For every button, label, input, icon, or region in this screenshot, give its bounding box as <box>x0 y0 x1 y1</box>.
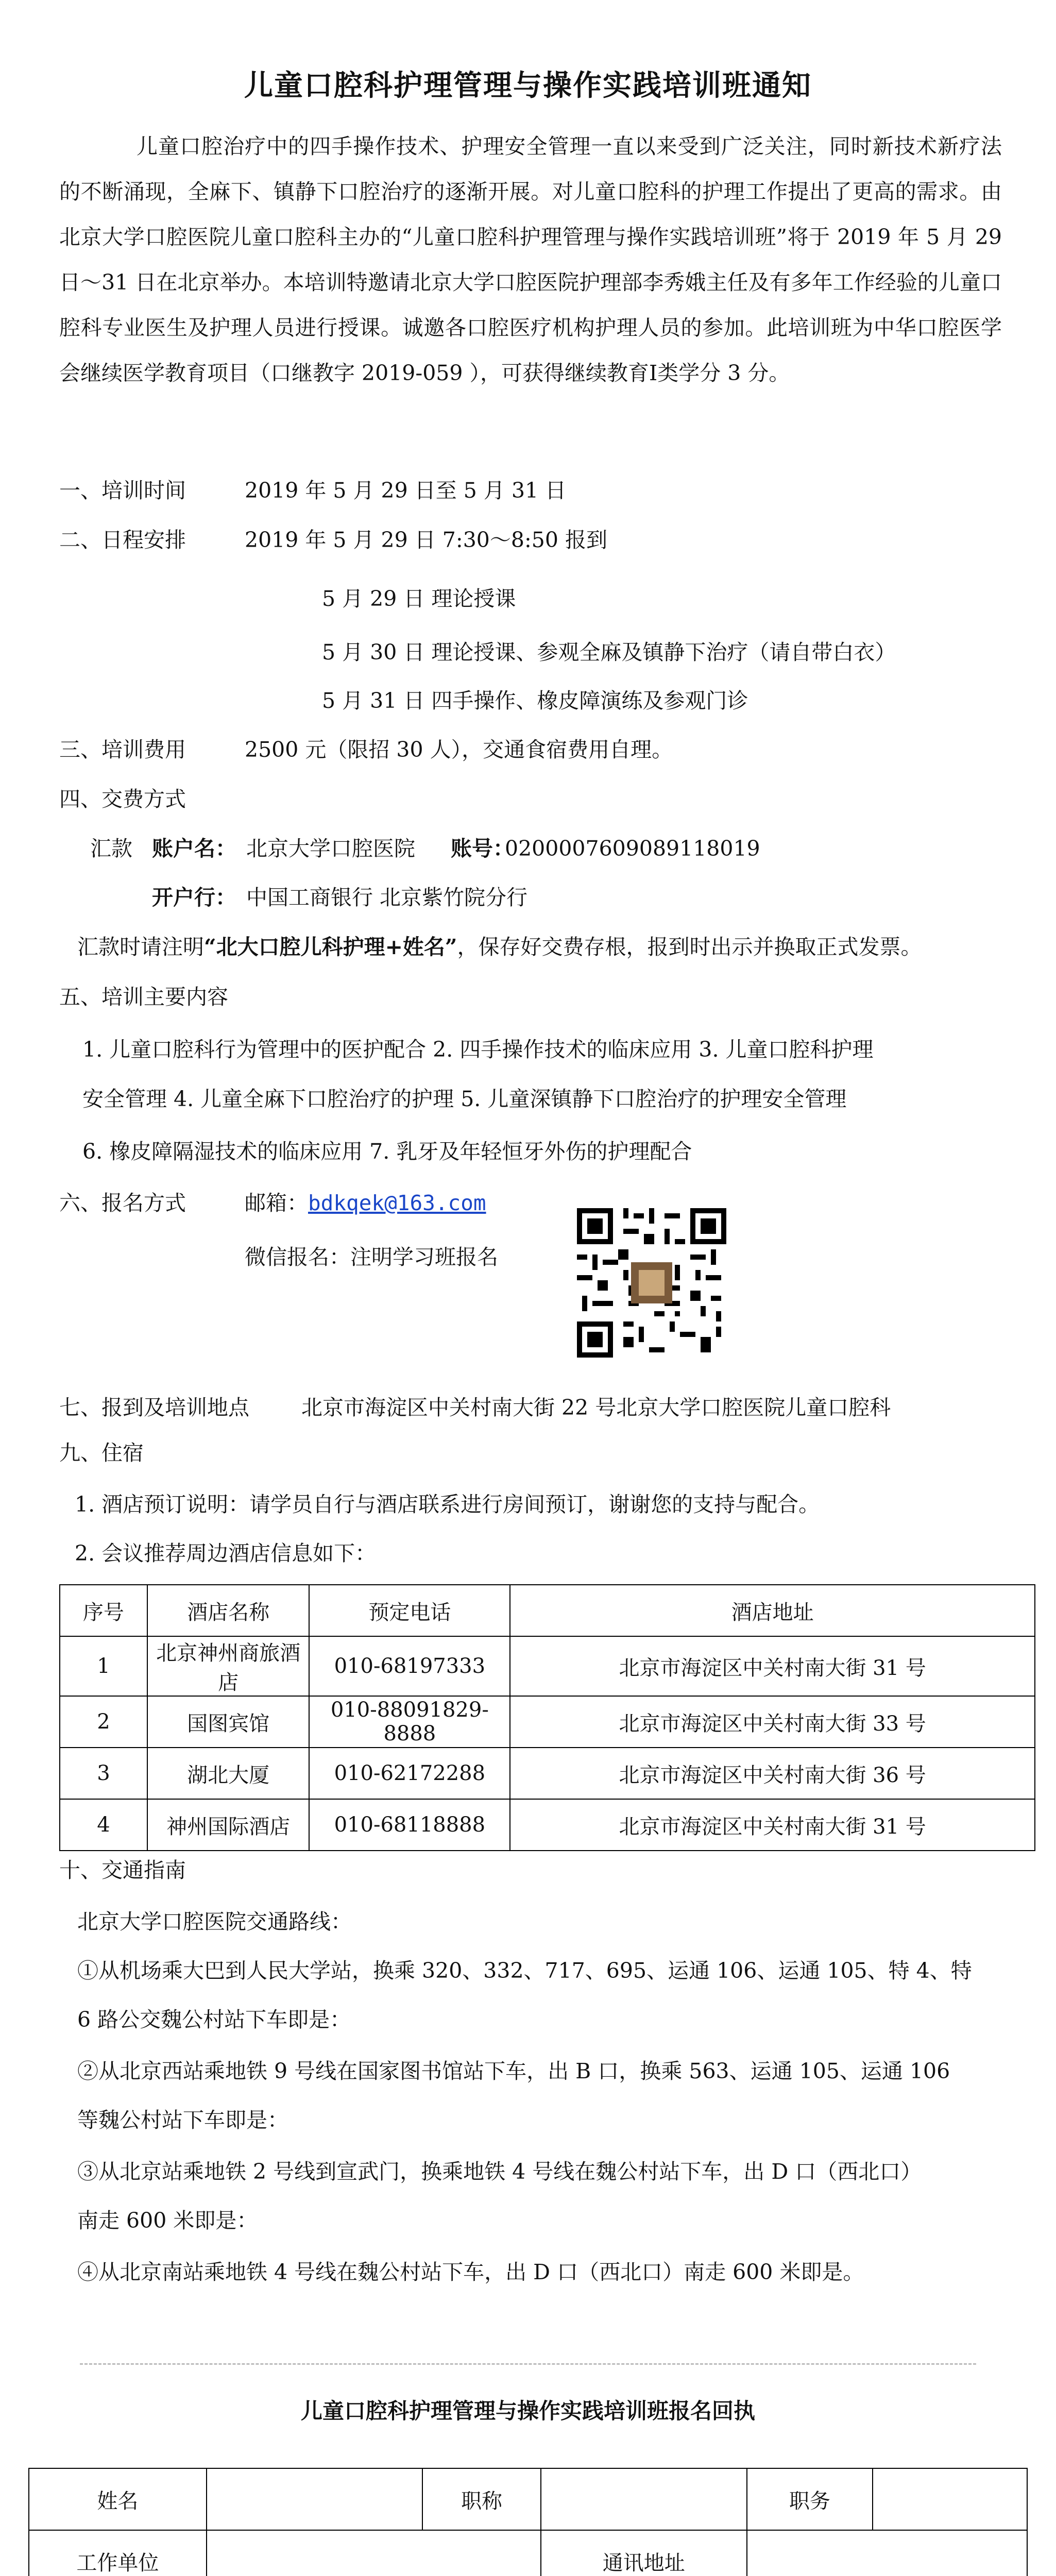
table-header-row <box>60 1585 1035 1636</box>
cell: 北京市海淀区中关村南大街 31 号 <box>510 1799 1035 1851</box>
remit-note-pre: 汇款时请注明 <box>77 935 204 959</box>
duty-field[interactable] <box>873 2468 1027 2530</box>
s7-label: 七、报到及培训地点 <box>59 1395 249 1420</box>
cell: 2 <box>60 1696 147 1748</box>
wechat-signup: 微信报名：注明学习班报名 <box>245 1245 498 1269</box>
form-label-duty: 职务 <box>747 2468 873 2530</box>
s4-label: 四、交费方式 <box>59 787 186 811</box>
table-row <box>29 2468 1027 2530</box>
route-line: ②从北京西站乘地铁 9 号线在国家图书馆站下车，出 B 口，换乘 563、运通 105、运通 106 <box>77 2059 950 2083</box>
cell: 北京市海淀区中关村南大街 36 号 <box>510 1748 1035 1799</box>
bank-label: 开户行： <box>152 885 236 910</box>
email-link[interactable]: bdkqek@163.com <box>308 1191 486 1215</box>
position-field[interactable] <box>541 2468 747 2530</box>
cell: 010-62172288 <box>309 1748 510 1799</box>
header-cell: 酒店名称 <box>147 1585 310 1636</box>
route-line: 等魏公村站下车即是： <box>77 2108 288 2132</box>
header-cell: 序号 <box>60 1585 147 1636</box>
remit-note-bold: “北大口腔儿科护理+姓名” <box>204 935 457 959</box>
remit-note <box>77 931 922 962</box>
cell: 010-68118888 <box>309 1799 510 1851</box>
account-no: 0200007609089118019 <box>505 836 760 861</box>
qr-code-icon[interactable] <box>577 1208 726 1358</box>
remit-note-post: ，保存好交费存根，报到时出示并换取正式发票。 <box>457 935 922 959</box>
cell: 北京神州商旅酒店 <box>147 1636 310 1696</box>
s10-label: 十、交通指南 <box>59 1858 186 1883</box>
route-line: ①从机场乘大巴到人民大学站，换乘 320、332、717、695、运通 106、运通 105、特 4、特 <box>77 1958 972 1983</box>
cell: 北京市海淀区中关村南大街 31 号 <box>510 1636 1035 1696</box>
schedule-item: 5 月 29 日 理论授课 <box>322 586 516 611</box>
s9-label: 九、住宿 <box>59 1440 144 1465</box>
cell: 010-88091829-8888 <box>309 1696 510 1748</box>
route-line: ③从北京站乘地铁 2 号线到宣武门，换乘地铁 4 号线在魏公村站下车，出 D 口（西北口） <box>77 2159 922 2184</box>
form-title: 儿童口腔科护理管理与操作实践培训班报名回执 <box>300 2398 755 2424</box>
registration-form <box>28 2468 1028 2576</box>
s3-value: 2500 元（限招 30 人），交通食宿费用自理。 <box>245 737 673 762</box>
hotel-table <box>59 1584 1035 1851</box>
remit-label: 汇款 <box>90 836 132 861</box>
account-name-label: 账户名： <box>152 836 236 861</box>
table-row <box>29 2530 1027 2576</box>
divider <box>80 2363 976 2365</box>
s1-label: 一、培训时间 <box>59 478 186 503</box>
cell: 北京市海淀区中关村南大街 33 号 <box>510 1696 1035 1748</box>
table-row <box>60 1636 1035 1696</box>
cell: 1 <box>60 1636 147 1696</box>
form-label-name: 姓名 <box>29 2468 207 2530</box>
schedule-item: 5 月 30 日 理论授课、参观全麻及镇静下治疗（请自带白衣） <box>322 640 896 665</box>
content-line: 1. 儿童口腔科行为管理中的医护配合 2. 四手操作技术的临床应用 3. 儿童口腔科护理 <box>82 1037 874 1062</box>
content-line: 6. 橡皮障隔湿技术的临床应用 7. 乳牙及年轻恒牙外伤的护理配合 <box>82 1139 692 1164</box>
s5-label: 五、培训主要内容 <box>59 985 228 1009</box>
intro-paragraph: 儿童口腔治疗中的四手操作技术、护理安全管理一直以来受到广泛关注，同时新技术新疗法的不断涌现，全麻下、镇静下口腔治疗的逐渐开展。对儿童口腔科的护理工作提出了更高的需求。由北京大学口腔医院儿童口腔科主办的“儿童口腔科护理管理与操作实践培训班”将于 2019 年 5 月 29 日～31 日在北京举办。本培训特邀请北京大学口腔医院护理部李秀娥主任及有多年工作经验的儿童口腔科专业医生及护理人员进行授课。诚邀各口腔医疗机构护理人员的参加。此培训班为中华口腔医学会继续医学教育项目（口继教字 2019-059 ），可获得继续教育Ⅰ类学分 3 分。 <box>59 134 1002 385</box>
route-line: 南走 600 米即是： <box>77 2208 258 2233</box>
content-line: 安全管理 4. 儿童全麻下口腔治疗的护理 5. 儿童深镇静下口腔治疗的护理安全管理 <box>82 1087 847 1111</box>
s9-line1: 1. 酒店预订说明：请学员自行与酒店联系进行房间预订，谢谢您的支持与配合。 <box>75 1492 820 1517</box>
s9-line2: 2. 会议推荐周边酒店信息如下： <box>75 1541 377 1566</box>
route-line: ④从北京南站乘地铁 4 号线在魏公村站下车，出 D 口（西北口）南走 600 米即是。 <box>77 2260 864 2284</box>
schedule-item: 5 月 31 日 四手操作、橡皮障演练及参观门诊 <box>322 688 748 713</box>
account-no-label: 账号： <box>451 836 514 861</box>
account-name: 北京大学口腔医院 <box>246 836 415 861</box>
table-row <box>60 1748 1035 1799</box>
cell: 4 <box>60 1799 147 1851</box>
email-label: 邮箱： <box>245 1191 308 1215</box>
s2-label: 二、日程安排 <box>59 528 186 552</box>
cell: 神州国际酒店 <box>147 1799 310 1851</box>
bank: 中国工商银行 北京紫竹院分行 <box>246 885 528 910</box>
cell: 010-68197333 <box>309 1636 510 1696</box>
s6-label: 六、报名方式 <box>59 1191 186 1215</box>
route-line: 6 路公交魏公村站下车即是： <box>77 2007 351 2032</box>
cell: 国图宾馆 <box>147 1696 310 1748</box>
page-title: 儿童口腔科护理管理与操作实践培训班通知 <box>244 69 812 103</box>
s10-subtitle: 北京大学口腔医院交通路线： <box>77 1909 352 1934</box>
table-row <box>60 1696 1035 1748</box>
s2-first: 2019 年 5 月 29 日 7:30～8:50 报到 <box>245 528 607 552</box>
s7-value: 北京市海淀区中关村南大街 22 号北京大学口腔医院儿童口腔科 <box>301 1395 891 1420</box>
header-cell: 酒店地址 <box>510 1585 1035 1636</box>
form-label-address: 通讯地址 <box>541 2530 747 2576</box>
form-label-position: 职称 <box>422 2468 541 2530</box>
address-field[interactable] <box>747 2530 1027 2576</box>
name-field[interactable] <box>207 2468 423 2530</box>
table-row <box>60 1799 1035 1851</box>
form-label-work-unit: 工作单位 <box>29 2530 207 2576</box>
cell: 3 <box>60 1748 147 1799</box>
work-unit-field[interactable] <box>207 2530 541 2576</box>
header-cell: 预定电话 <box>309 1585 510 1636</box>
cell: 湖北大厦 <box>147 1748 310 1799</box>
s3-label: 三、培训费用 <box>59 737 186 762</box>
s1-value: 2019 年 5 月 29 日至 5 月 31 日 <box>245 478 567 503</box>
